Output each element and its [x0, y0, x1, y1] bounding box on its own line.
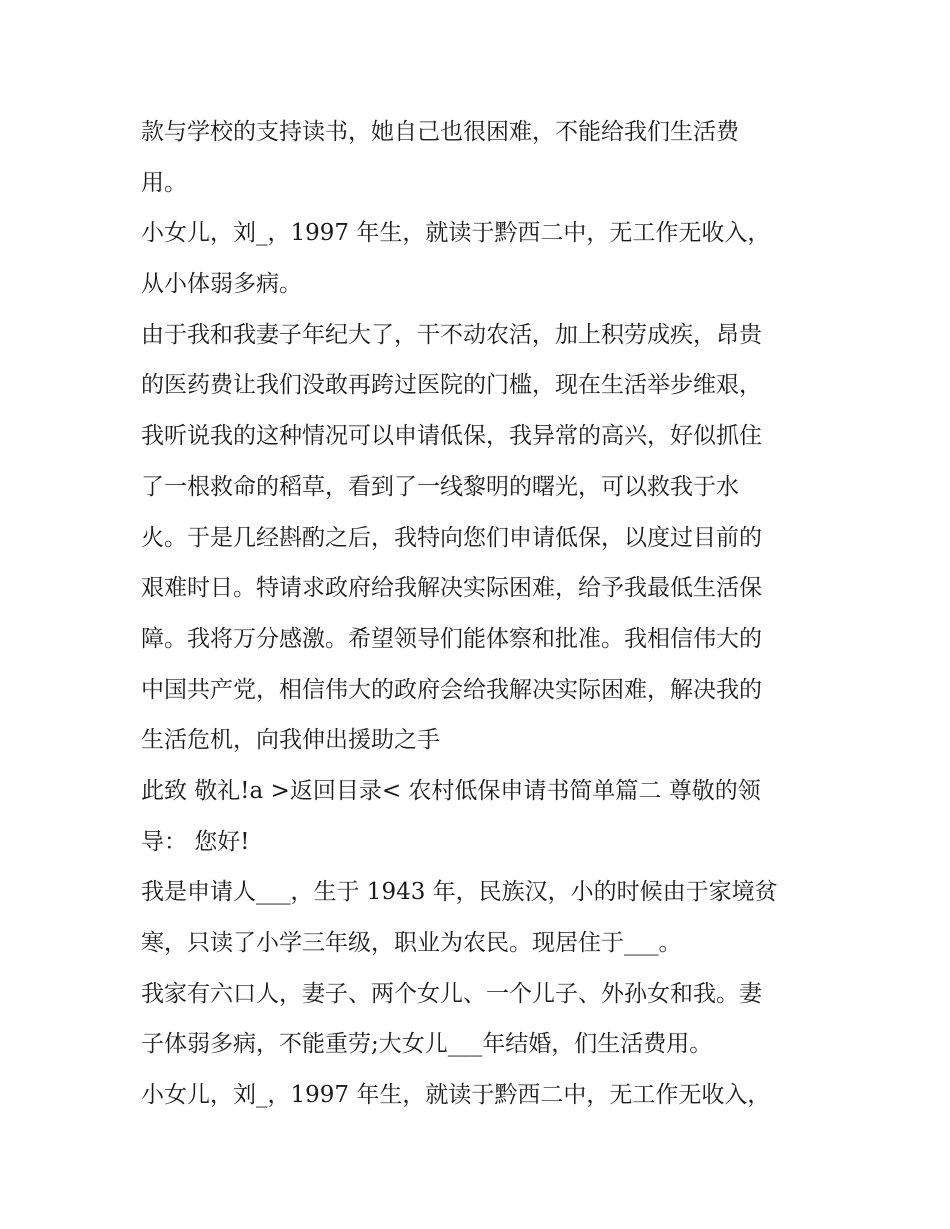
text-line: 子体弱多病，不能重劳;大女儿___年结婚，们生活费用。 [141, 1031, 713, 1058]
text-line: 艰难时日。特请求政府给我解决实际困难，给予我最低生活保 [141, 575, 762, 602]
text-line: 寒，只读了小学三年级，职业为农民。现居住于___。 [141, 930, 682, 956]
text-line: 此致 敬礼!a >返回目录< 农村低保申请书简单篇二 尊敬的领 [141, 777, 761, 804]
text-line: 用。 [141, 169, 187, 196]
text-line: 中国共产党，相信伟大的政府会给我解决实际困难，解决我的 [141, 676, 762, 703]
text-line: 我是申请人___，生于 1943 年，民族汉，小的时候由于家境贫 [141, 879, 778, 906]
text-line: 我家有六口人，妻子、两个女儿、一个儿子、外孙女和我。妻 [141, 980, 762, 1007]
text-line: 从小体弱多病。 [141, 271, 302, 298]
text-line: 了一根救命的稻草，看到了一线黎明的曙光，可以救我于水 [141, 473, 739, 500]
text-line: 我听说我的这种情况可以申请低保，我异常的高兴，好似抓住 [141, 423, 762, 450]
document-body [141, 107, 821, 1121]
text-line: 款与学校的支持读书，她自己也很困难，不能给我们生活费 [141, 119, 739, 145]
text-line: 由于我和我妻子年纪大了，干不动农活，加上积劳成疾，昂贵 [141, 321, 762, 348]
text-line: 小女儿，刘_，1997 年生，就读于黔西二中，无工作无收入， [141, 220, 771, 247]
text-line: 火。于是几经斟酌之后，我特向您们申请低保，以度过目前的 [141, 524, 762, 551]
text-line: 生活危机，向我伸出援助之手 [141, 727, 440, 754]
text-line: 小女儿，刘_，1997 年生，就读于黔西二中，无工作无收入， [141, 1082, 771, 1109]
text-line: 导： 您好! [141, 828, 250, 855]
text-line: 的医药费让我们没敢再跨过医院的门槛，现在生活举步维艰， [141, 372, 762, 399]
text-line: 障。我将万分感激。希望领导们能体察和批准。我相信伟大的 [141, 625, 762, 652]
